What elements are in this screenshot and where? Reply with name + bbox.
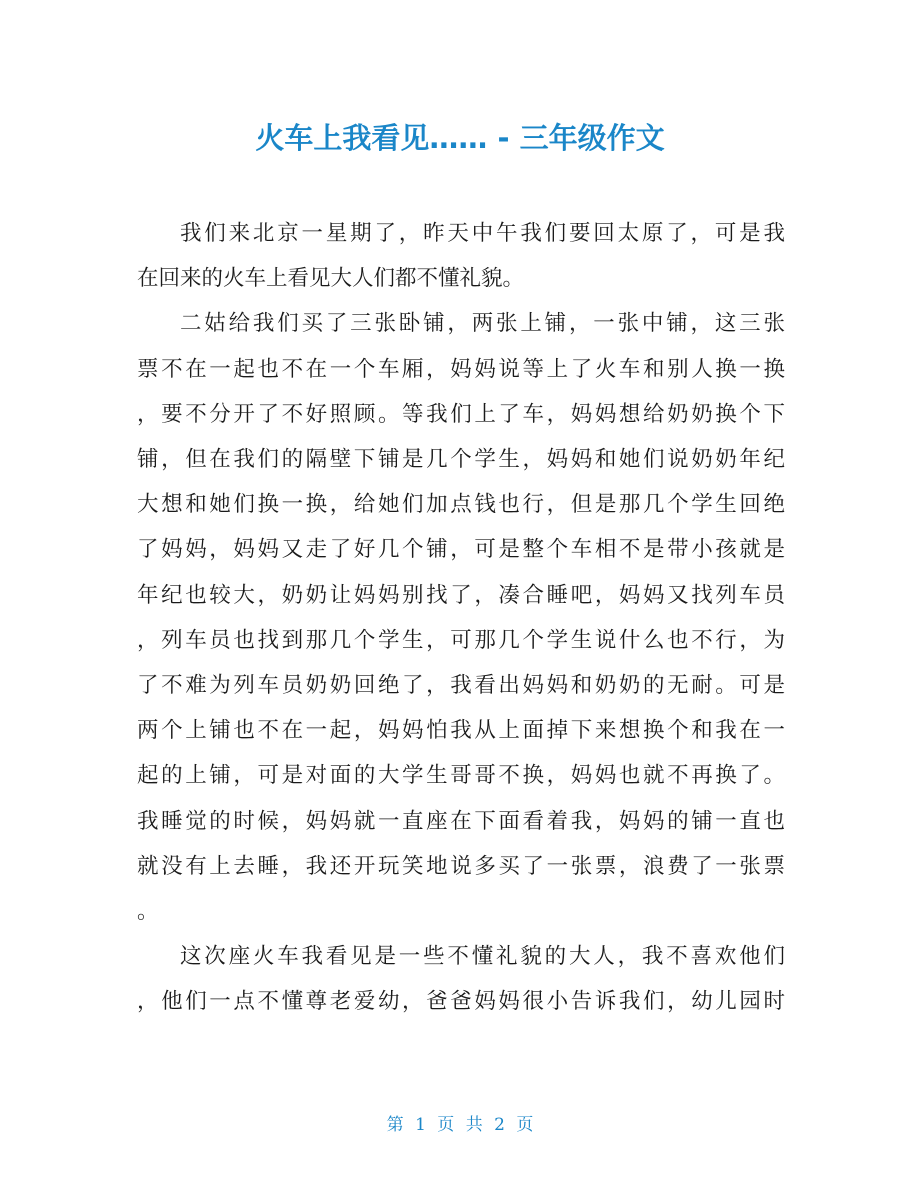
paragraph: [137, 211, 785, 301]
text-line: 二姑给我们买了三张卧铺，两张上铺，一张中铺，这三张: [180, 311, 785, 337]
text-line: ，要不分开了不好照顾。等我们上了车，妈妈想给奶奶换个下: [137, 401, 785, 427]
text-line: 在回来的火车上看见大人们都不懂礼貌。: [137, 266, 525, 292]
paragraph: [137, 934, 785, 1024]
text-line: 两个上铺也不在一起，妈妈怕我从上面掉下来想换个和我在一: [137, 718, 785, 744]
text-line: 。: [137, 899, 159, 925]
text-line: 这次座火车我看见是一些不懂礼貌的大人，我不喜欢他们: [180, 944, 785, 970]
text-line: 票不在一起也不在一个车厢，妈妈说等上了火车和别人换一换: [137, 356, 785, 382]
text-line: 起的上铺，可是对面的大学生哥哥不换，妈妈也就不再换了。: [137, 763, 785, 789]
text-line: 年纪也较大，奶奶让妈妈别找了，凑合睡吧，妈妈又找列车员: [137, 582, 785, 608]
text-line: ，他们一点不懂尊老爱幼，爸爸妈妈很小告诉我们，幼儿园时: [137, 989, 785, 1015]
text-line: 了妈妈，妈妈又走了好几个铺，可是整个车相不是带小孩就是: [137, 537, 785, 563]
text-line: ，列车员也找到那几个学生，可那几个学生说什么也不行，为: [137, 627, 785, 653]
text-line: 我睡觉的时候，妈妈就一直座在下面看着我，妈妈的铺一直也: [137, 808, 785, 834]
text-line: 了不难为列车员奶奶回绝了，我看出妈妈和奶奶的无耐。可是: [137, 673, 785, 699]
text-line: 我们来北京一星期了，昨天中午我们要回太原了，可是我: [180, 221, 785, 246]
document-body: [137, 211, 785, 1025]
page-footer: 第 1 页 共 2 页: [386, 1115, 534, 1135]
text-line: 铺，但在我们的隔壁下铺是几个学生，妈妈和她们说奶奶年纪: [137, 447, 785, 473]
text-line: 大想和她们换一换，给她们加点钱也行，但是那几个学生回绝: [137, 492, 785, 518]
text-line: 就没有上去睡，我还开玩笑地说多买了一张票，浪费了一张票: [137, 853, 785, 879]
document-title: 火车上我看见…… - 三年级作文: [255, 121, 665, 155]
paragraph: [137, 301, 785, 934]
